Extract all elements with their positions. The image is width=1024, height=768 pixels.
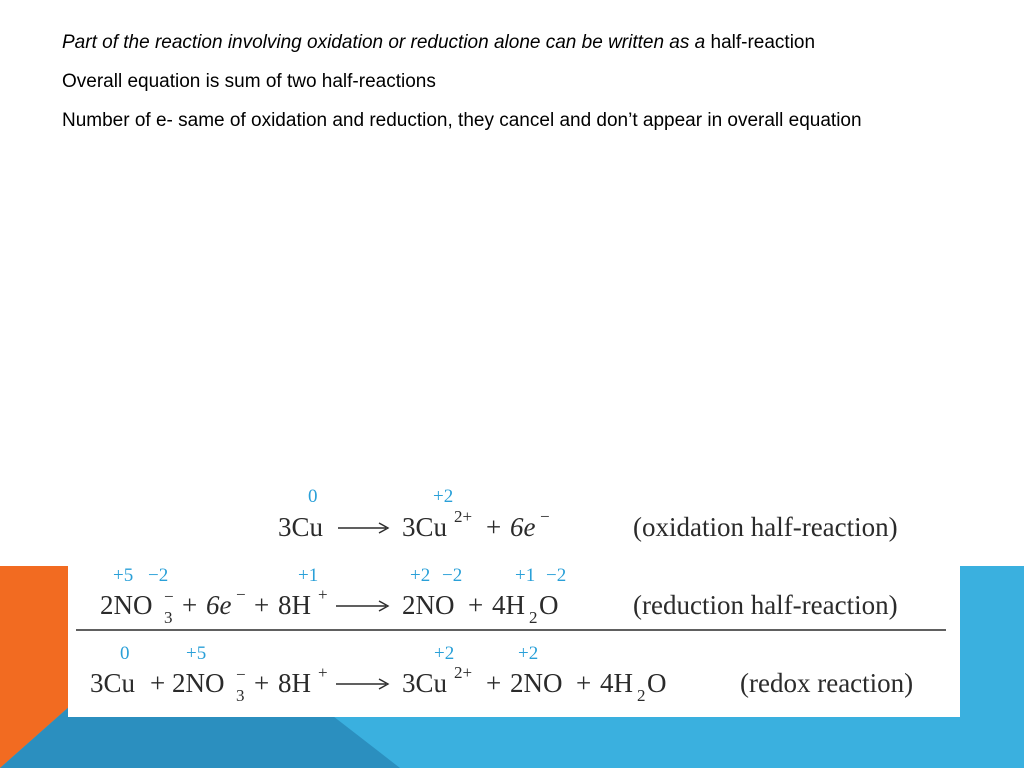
- subscript: 3: [236, 686, 245, 705]
- bullet-1-term: half-reaction: [710, 32, 816, 53]
- equation-figure-svg: [68, 478, 960, 717]
- plus-sign: +: [254, 668, 270, 698]
- ox-number: +5: [186, 643, 207, 664]
- ion-charge: +: [318, 663, 328, 682]
- formula-nitrate: 2NO: [100, 590, 153, 620]
- ox-number: −2: [442, 565, 463, 586]
- electron-charge: −: [236, 585, 246, 604]
- ox-number: +1: [515, 565, 536, 586]
- ox-number: +2: [518, 643, 539, 664]
- formula-water-o: O: [539, 590, 559, 620]
- bullet-overall-equation: Overall equation is sum of two half-reactions: [62, 71, 436, 92]
- subscript: 3: [164, 608, 173, 627]
- reduction-half-reaction: [100, 565, 898, 627]
- plus-sign: +: [150, 668, 166, 698]
- formula-copper: 3Cu: [90, 668, 136, 698]
- ox-number: +1: [298, 565, 319, 586]
- bullet-1-italic-text: Part of the reaction involving oxidation or reduction alone can be written as a: [62, 32, 706, 53]
- oxidation-half-reaction: [278, 486, 898, 542]
- slide-body: [62, 30, 962, 147]
- plus-sign: +: [182, 590, 198, 620]
- ox-number: +2: [434, 643, 455, 664]
- plus-sign: +: [576, 668, 592, 698]
- ion-charge: −: [164, 587, 174, 606]
- ion-charge: −: [236, 665, 246, 684]
- ion-charge: 2+: [454, 663, 473, 682]
- formula-copper-ion: 3Cu: [402, 512, 448, 542]
- formula-hydrogen-ion: 8H: [278, 668, 311, 698]
- subscript: 2: [637, 686, 646, 705]
- subscript: 2: [529, 608, 538, 627]
- formula-nitric-oxide: 2NO: [402, 590, 455, 620]
- redox-label: (redox reaction): [740, 668, 914, 698]
- ox-number: −2: [546, 565, 567, 586]
- ox-number: +2: [433, 486, 454, 507]
- plus-sign: +: [254, 590, 270, 620]
- formula-nitric-oxide: 2NO: [510, 668, 563, 698]
- formula-water-h: 4H: [600, 668, 633, 698]
- formula-copper-ion: 3Cu: [402, 668, 448, 698]
- bullet-half-reaction: [62, 30, 962, 56]
- oxidation-label: (oxidation half-reaction): [633, 512, 898, 542]
- ox-number: 0: [308, 486, 318, 507]
- formula-water-h: 4H: [492, 590, 525, 620]
- ox-number: +2: [410, 565, 431, 586]
- electron-charge: −: [540, 507, 550, 526]
- formula-hydrogen-ion: 8H: [278, 590, 311, 620]
- plus-sign: +: [468, 590, 484, 620]
- electrons: 6e: [206, 590, 232, 620]
- ion-charge: 2+: [454, 507, 473, 526]
- equation-figure: [68, 478, 960, 717]
- plus-sign: +: [486, 512, 502, 542]
- bullet-electron-cancel: Number of e- same of oxidation and reduction, they cancel and don’t appear in overall equation: [62, 110, 862, 131]
- formula-copper: 3Cu: [278, 512, 324, 542]
- plus-sign: +: [486, 668, 502, 698]
- reduction-label: (reduction half-reaction): [633, 590, 898, 620]
- formula-nitrate: 2NO: [172, 668, 225, 698]
- formula-water-o: O: [647, 668, 667, 698]
- ion-charge: +: [318, 585, 328, 604]
- electrons: 6e: [510, 512, 536, 542]
- ox-number: +5: [113, 565, 134, 586]
- ox-number: 0: [120, 643, 130, 664]
- ox-number: −2: [148, 565, 169, 586]
- redox-reaction: [90, 643, 913, 705]
